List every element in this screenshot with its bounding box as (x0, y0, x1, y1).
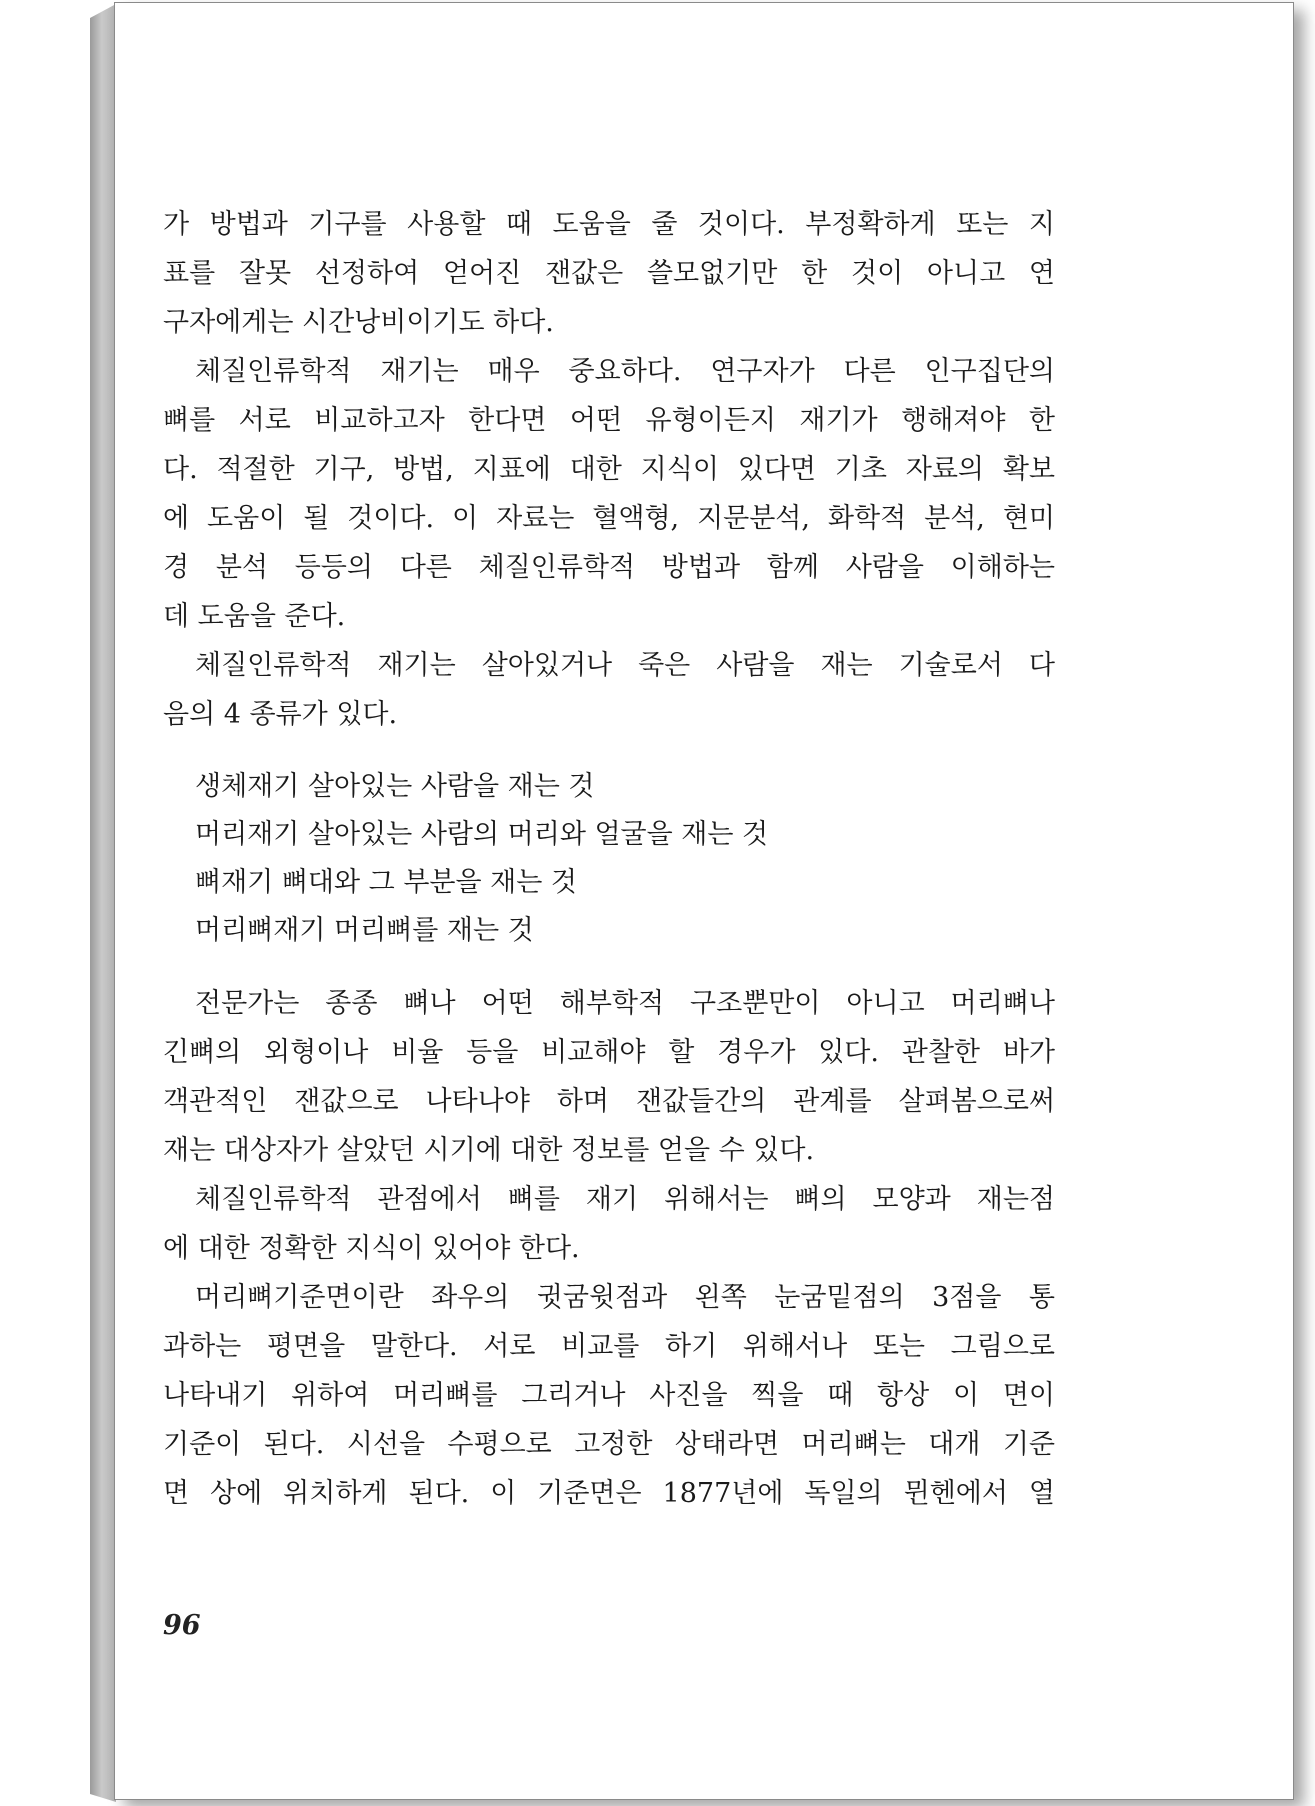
text-line: 체질인류학적 관점에서 뼈를 재기 위해서는 뼈의 모양과 재는점 (195, 1184, 1055, 1215)
spacer (163, 955, 1055, 979)
text-line: 에 도움이 될 것이다. 이 자료는 혈액형, 지문분석, 화학적 분석, 현미 (163, 503, 1055, 534)
text-line: 데 도움을 준다. (163, 601, 346, 632)
text-line: 다. 적절한 기구, 방법, 지표에 대한 지식이 있다면 기초 자료의 확보 (163, 454, 1055, 485)
text-line: 전문가는 종종 뼈나 어떤 해부학적 구조뿐만이 아니고 머리뼈나 (195, 988, 1055, 1019)
text-line: 에 대한 정확한 지식이 있어야 한다. (163, 1233, 580, 1264)
text-line: 객관적인 잰값으로 나타나야 하며 잰값들간의 관계를 살펴봄으로써 (163, 1086, 1055, 1117)
text-line: 과하는 평면을 말한다. 서로 비교를 하기 위해서나 또는 그림으로 (163, 1331, 1055, 1362)
text-line: 뼈를 서로 비교하고자 한다면 어떤 유형이든지 재기가 행해져야 한 (163, 405, 1055, 436)
list-item: 머리재기 살아있는 사람의 머리와 얼굴을 재는 것 (195, 819, 769, 850)
text-line: 음의 4 종류가 있다. (163, 699, 398, 730)
text-line: 체질인류학적 재기는 매우 중요하다. 연구자가 다른 인구집단의 (195, 356, 1055, 387)
text-line: 머리뼈기준면이란 좌우의 귓굼윗점과 왼쪽 눈굼밑점의 3점을 통 (195, 1282, 1055, 1313)
text-line: 면 상에 위치하게 된다. 이 기준면은 1877년에 독일의 뮌헨에서 열 (163, 1478, 1055, 1509)
text-line: 구자에게는 시간낭비이기도 하다. (163, 307, 554, 338)
text-line: 재는 대상자가 살았던 시기에 대한 정보를 얻을 수 있다. (163, 1135, 815, 1166)
book-spine (90, 4, 116, 1802)
list-item: 생체재기 살아있는 사람을 재는 것 (195, 771, 595, 802)
text-line: 표를 잘못 선정하여 얻어진 잰값은 쓸모없기만 한 것이 아니고 연 (163, 258, 1055, 289)
list-item: 머리뼈재기 머리뼈를 재는 것 (195, 915, 534, 946)
list-item: 뼈재기 뼈대와 그 부분을 재는 것 (195, 867, 577, 898)
text-line: 체질인류학적 재기는 살아있거나 죽은 사람을 재는 기술로서 다 (195, 650, 1055, 681)
page-number: 96 (163, 1610, 201, 1641)
text-line: 경 분석 등등의 다른 체질인류학적 방법과 함께 사람을 이해하는 (163, 552, 1055, 583)
text-line: 긴뼈의 외형이나 비율 등을 비교해야 할 경우가 있다. 관찰한 바가 (163, 1037, 1055, 1068)
text-line: 기준이 된다. 시선을 수평으로 고정한 상태라면 머리뼈는 대개 기준 (163, 1429, 1055, 1460)
text-line: 나타내기 위하여 머리뼈를 그리거나 사진을 찍을 때 항상 이 면이 (163, 1380, 1055, 1411)
text-line: 가 방법과 기구를 사용할 때 도움을 줄 것이다. 부정확하게 또는 지 (163, 209, 1055, 240)
spacer (163, 739, 1055, 763)
body-text (163, 200, 1055, 1518)
